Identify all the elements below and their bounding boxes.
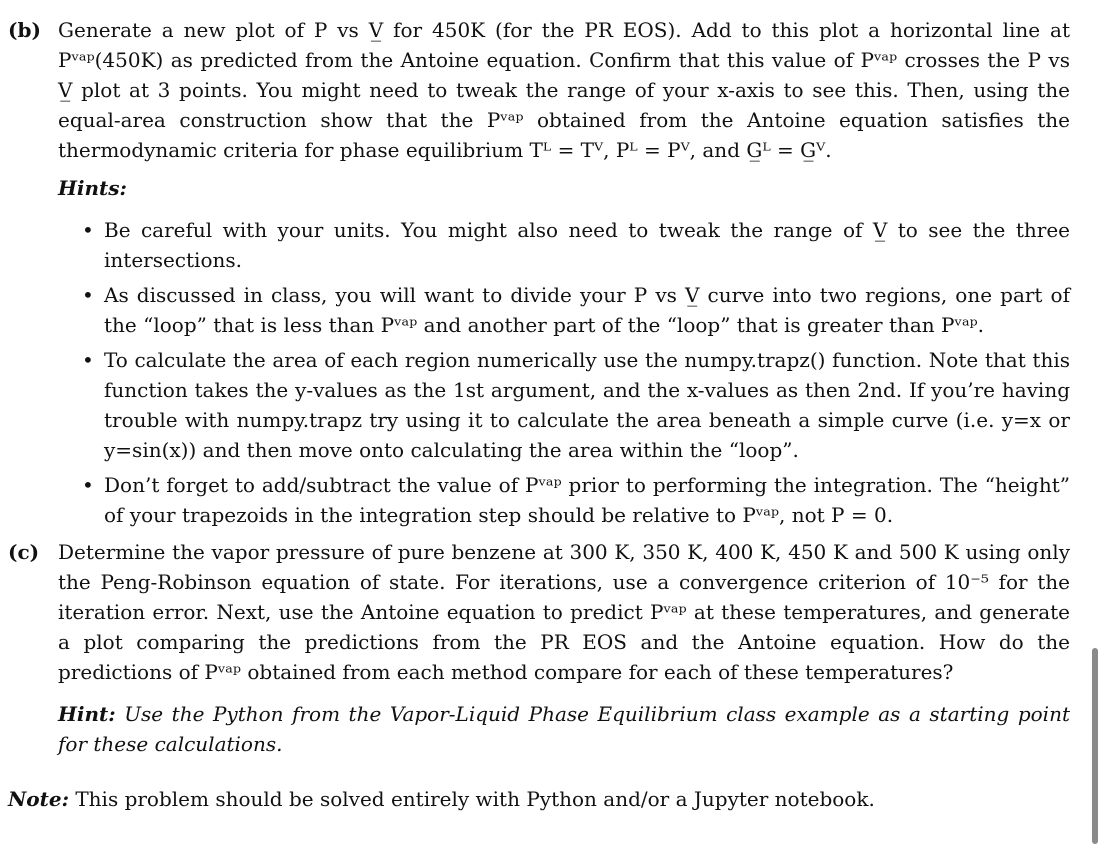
hints-title: Hints:: [58, 176, 127, 200]
note: [8, 784, 875, 814]
part-b: [8, 15, 1070, 165]
bullet-icon: •: [82, 283, 94, 307]
part-c-hint: [58, 699, 1070, 759]
part-c: [8, 537, 1070, 687]
hint-text: As discussed in class, you will want to divide your P vs V̲ curve into two regions, one part of the “loop” that is less than Pᵛᵃᵖ and another part of the “loop” that is greater than Pᵛᵃᵖ.: [104, 283, 1070, 337]
hint-text: Be careful with your units. You might also need to tweak the range of V̲ to see the three intersections.: [104, 218, 1070, 272]
hint-item: [82, 470, 1070, 530]
hint-text: Don’t forget to add/subtract the value of Pᵛᵃᵖ prior to performing the integration. The “height” of your trapezoids in the integration step should be relative to Pᵛᵃᵖ, not P = 0.: [104, 473, 1070, 527]
part-c-label: (c): [8, 540, 40, 564]
bullet-icon: •: [82, 218, 94, 242]
hint-item: [82, 345, 1070, 465]
part-b-label: (b): [8, 18, 41, 42]
vertical-scrollbar[interactable]: [1092, 648, 1098, 844]
bullet-icon: •: [82, 473, 94, 497]
part-c-text: Determine the vapor pressure of pure benzene at 300 K, 350 K, 400 K, 450 K and 500 K using only the Peng-Robinson equation of state. For iterations, use a convergence criterion of 10⁻⁵ for the iteration error. Next, use the Antoine equation to predict Pᵛᵃᵖ at these temperatures, and generate a plot comparing the predictions from the PR EOS and the Antoine equation. How do the predictions of Pᵛᵃᵖ obtained from each method compare for each of these temperatures?: [58, 540, 1070, 684]
note-text: This problem should be solved entirely with Python and/or a Jupyter notebook.: [75, 787, 875, 811]
hint-text: To calculate the area of each region numerically use the numpy.trapz() function. Note that this function takes the y-values as the 1st argument, and the x-values as then 2nd. If you’re having trouble with numpy.trapz try using it to calculate the area beneath a simple curve (i.e. y=x or y=sin(x)) and then move onto calculating the area within the “loop”.: [104, 348, 1070, 462]
bullet-icon: •: [82, 348, 94, 372]
part-c-hint-text: Use the Python from the Vapor-Liquid Phase Equilibrium class example as a starting point for these calculations.: [58, 702, 1070, 756]
part-b-text: Generate a new plot of P vs V̲ for 450K (for the PR EOS). Add to this plot a horizontal line at Pᵛᵃᵖ(450K) as predicted from the Antoine equation. Confirm that this value of Pᵛᵃᵖ crosses the P vs V̲ plot at 3 points. You might need to tweak the range of your x-axis to see this. Then, using the equal-area construction show that the Pᵛᵃᵖ obtained from the Antoine equation satisfies the thermodynamic criteria for phase equilibrium Tᴸ = Tⱽ, Pᴸ = Pⱽ, and G̲ᴸ = G̲ⱽ.: [58, 18, 1070, 162]
note-label: Note:: [8, 787, 69, 811]
hint-list: [82, 215, 1070, 535]
part-c-hint-label: Hint:: [58, 702, 116, 726]
hint-item: [82, 280, 1070, 340]
hint-item: [82, 215, 1070, 275]
